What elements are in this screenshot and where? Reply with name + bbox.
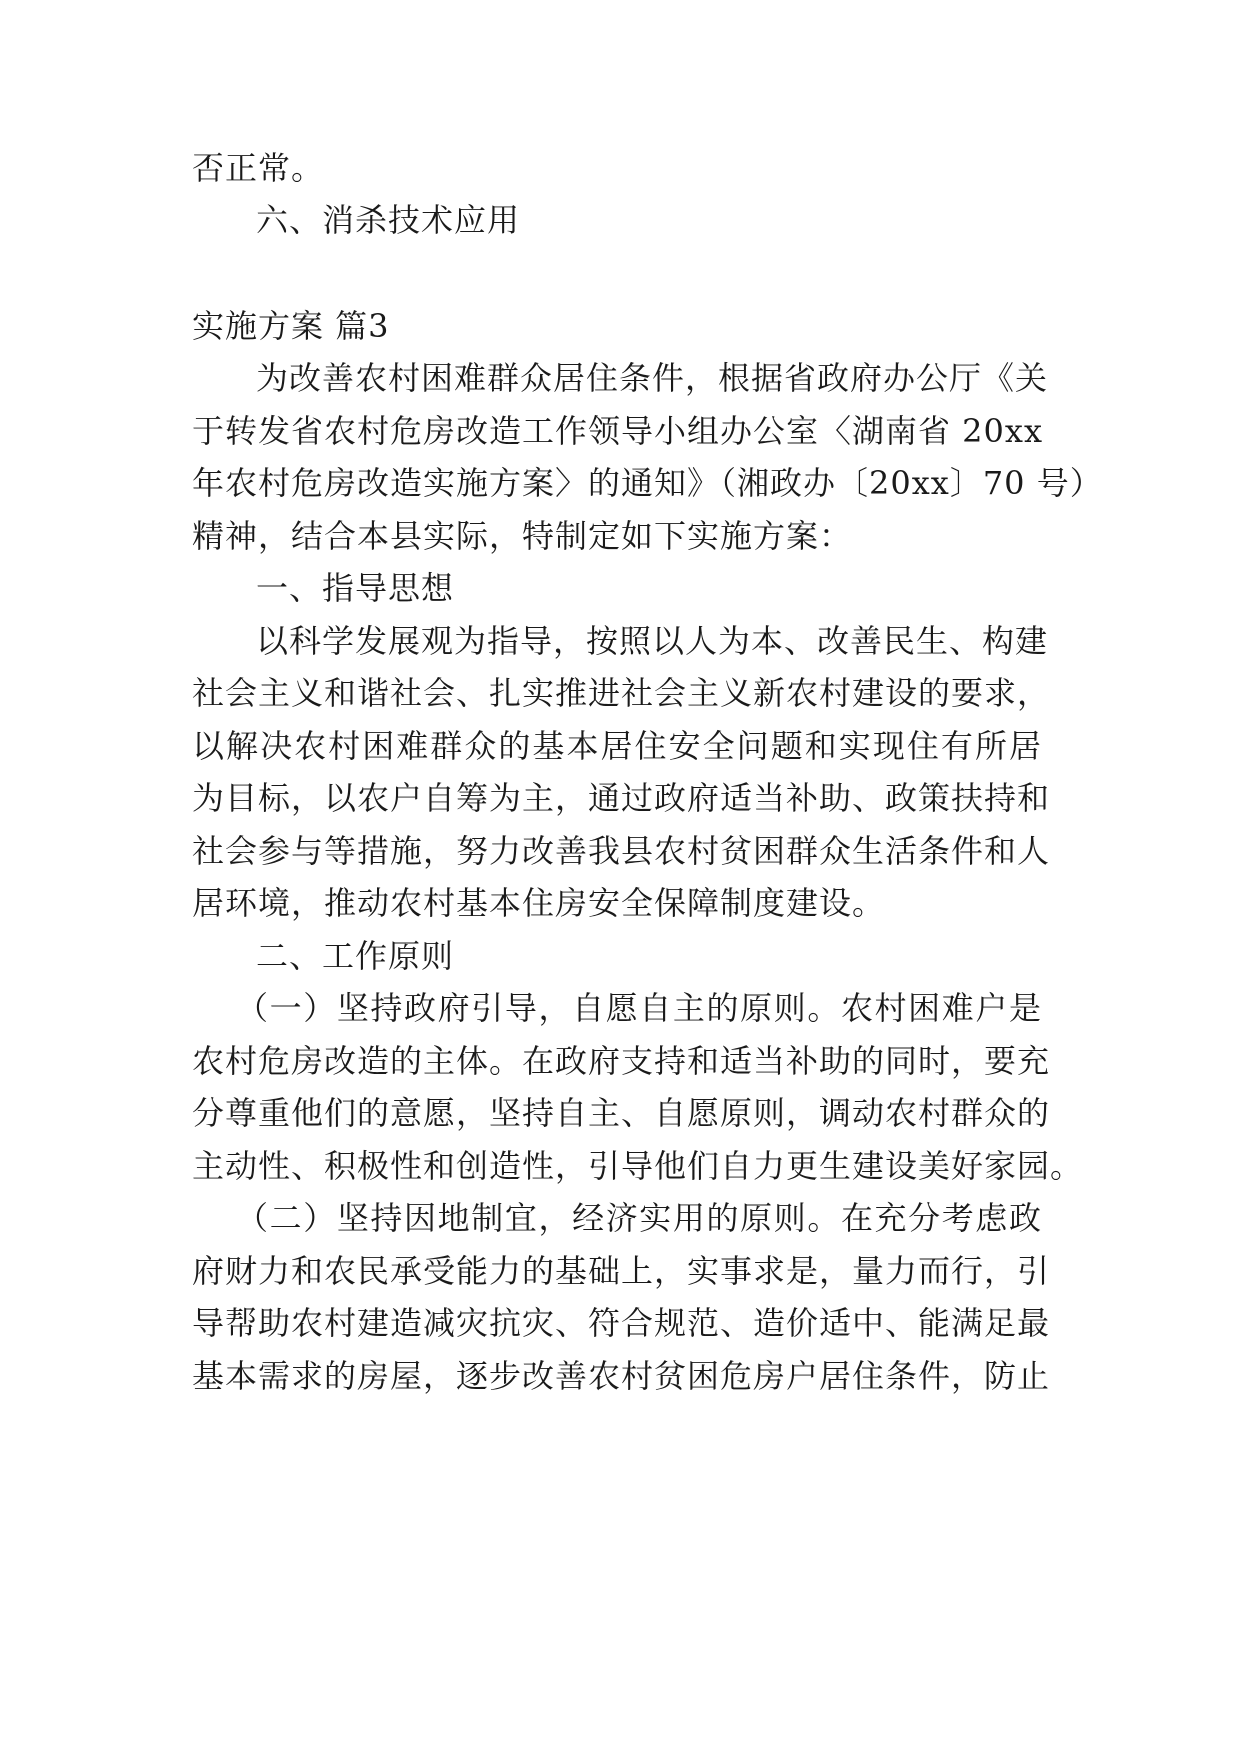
document-title: 实施方案 篇3 xyxy=(192,307,390,345)
text-line: 否正常。 xyxy=(192,149,325,187)
paragraph-line: 以科学发展观为指导，按照以人为本、改善民生、构建 xyxy=(256,622,1049,660)
paragraph-line: 居环境，推动农村基本住房安全保障制度建设。 xyxy=(192,884,886,922)
paragraph-line: 为改善农村困难群众居住条件，根据省政府办公厅《关 xyxy=(256,359,1049,397)
paragraph-line: 于转发省农村危房改造工作领导小组办公室〈湖南省 20xx xyxy=(192,412,1043,450)
paragraph-line: （二）坚持因地制宜，经济实用的原则。在充分考虑政 xyxy=(236,1199,1042,1237)
section-heading: 一、指导思想 xyxy=(256,569,455,607)
paragraph-line: 导帮助农村建造减灾抗灾、符合规范、造价适中、能满足最 xyxy=(192,1304,1051,1342)
paragraph-line: 为目标，以农户自筹为主，通过政府适当补助、政策扶持和 xyxy=(192,779,1051,817)
paragraph-line: 社会主义和谐社会、扎实推进社会主义新农村建设的要求， xyxy=(192,674,1051,712)
paragraph-line: 基本需求的房屋，逐步改善农村贫困危房户居住条件，防止 xyxy=(192,1357,1051,1395)
paragraph-line: 年农村危房改造实施方案〉的通知》（湘政办〔20xx〕70 号） xyxy=(192,464,1103,502)
section-heading: 二、工作原则 xyxy=(256,937,455,975)
paragraph-line: 农村危房改造的主体。在政府支持和适当补助的同时，要充 xyxy=(192,1042,1051,1080)
paragraph-line: 精神，结合本县实际，特制定如下实施方案： xyxy=(192,517,853,555)
paragraph-line: 府财力和农民承受能力的基础上，实事求是，量力而行，引 xyxy=(192,1252,1051,1290)
paragraph-line: 主动性、积极性和创造性，引导他们自力更生建设美好家园。 xyxy=(192,1147,1084,1185)
section-heading: 六、消杀技术应用 xyxy=(256,201,521,239)
paragraph-line: 社会参与等措施，努力改善我县农村贫困群众生活条件和人 xyxy=(192,832,1051,870)
paragraph-line: 分尊重他们的意愿，坚持自主、自愿原则，调动农村群众的 xyxy=(192,1094,1051,1132)
paragraph-line: 以解决农村困难群众的基本居住安全问题和实现住有所居 xyxy=(192,727,1042,765)
paragraph-line: （一）坚持政府引导，自愿自主的原则。农村困难户是 xyxy=(236,989,1042,1027)
